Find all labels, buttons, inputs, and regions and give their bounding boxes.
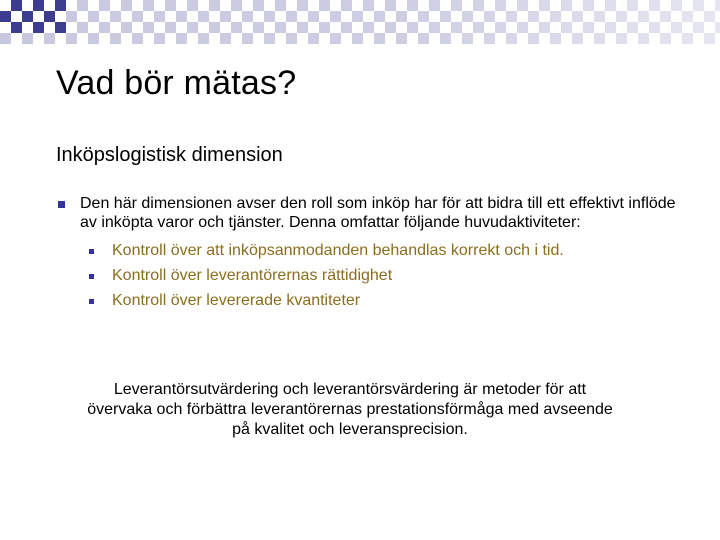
main-bullet-item [56, 194, 676, 313]
main-bullet-text: Den här dimensionen avser den roll som inköp har för att bidra till ett effektivt inflöde av inköpta varor och tjänster. Denna omfattar följande huvudaktiviteter: [80, 195, 676, 231]
small-square-bullet-icon [89, 299, 94, 304]
summary-text: Leverantörsutvärdering och leverantörsvärdering är metoder för att övervaka och förbättra leverantörernas prestationsförmåga med avseende på kvalitet och leveransprecision. [87, 381, 613, 438]
small-square-bullet-icon [89, 274, 94, 279]
slide-subtitle: Inköpslogistisk dimension [56, 144, 283, 166]
sub-bullet-text: Kontroll över levererade kvantiteter [112, 292, 361, 309]
sub-bullet-text: Kontroll över leverantörernas rättidighet [112, 267, 393, 284]
sub-bullet-item [86, 238, 676, 263]
square-bullet-icon [58, 201, 65, 208]
sub-bullet-item [86, 288, 676, 313]
sub-bullet-item [86, 263, 676, 288]
checker-pattern-decoration [0, 0, 720, 44]
sub-bullet-text: Kontroll över att inköpsanmodanden behandlas korrekt och i tid. [112, 242, 564, 259]
small-square-bullet-icon [89, 249, 94, 254]
bullet-list [56, 194, 676, 313]
slide-title: Vad bör mätas? [56, 64, 297, 102]
sub-bullet-list [80, 238, 676, 313]
